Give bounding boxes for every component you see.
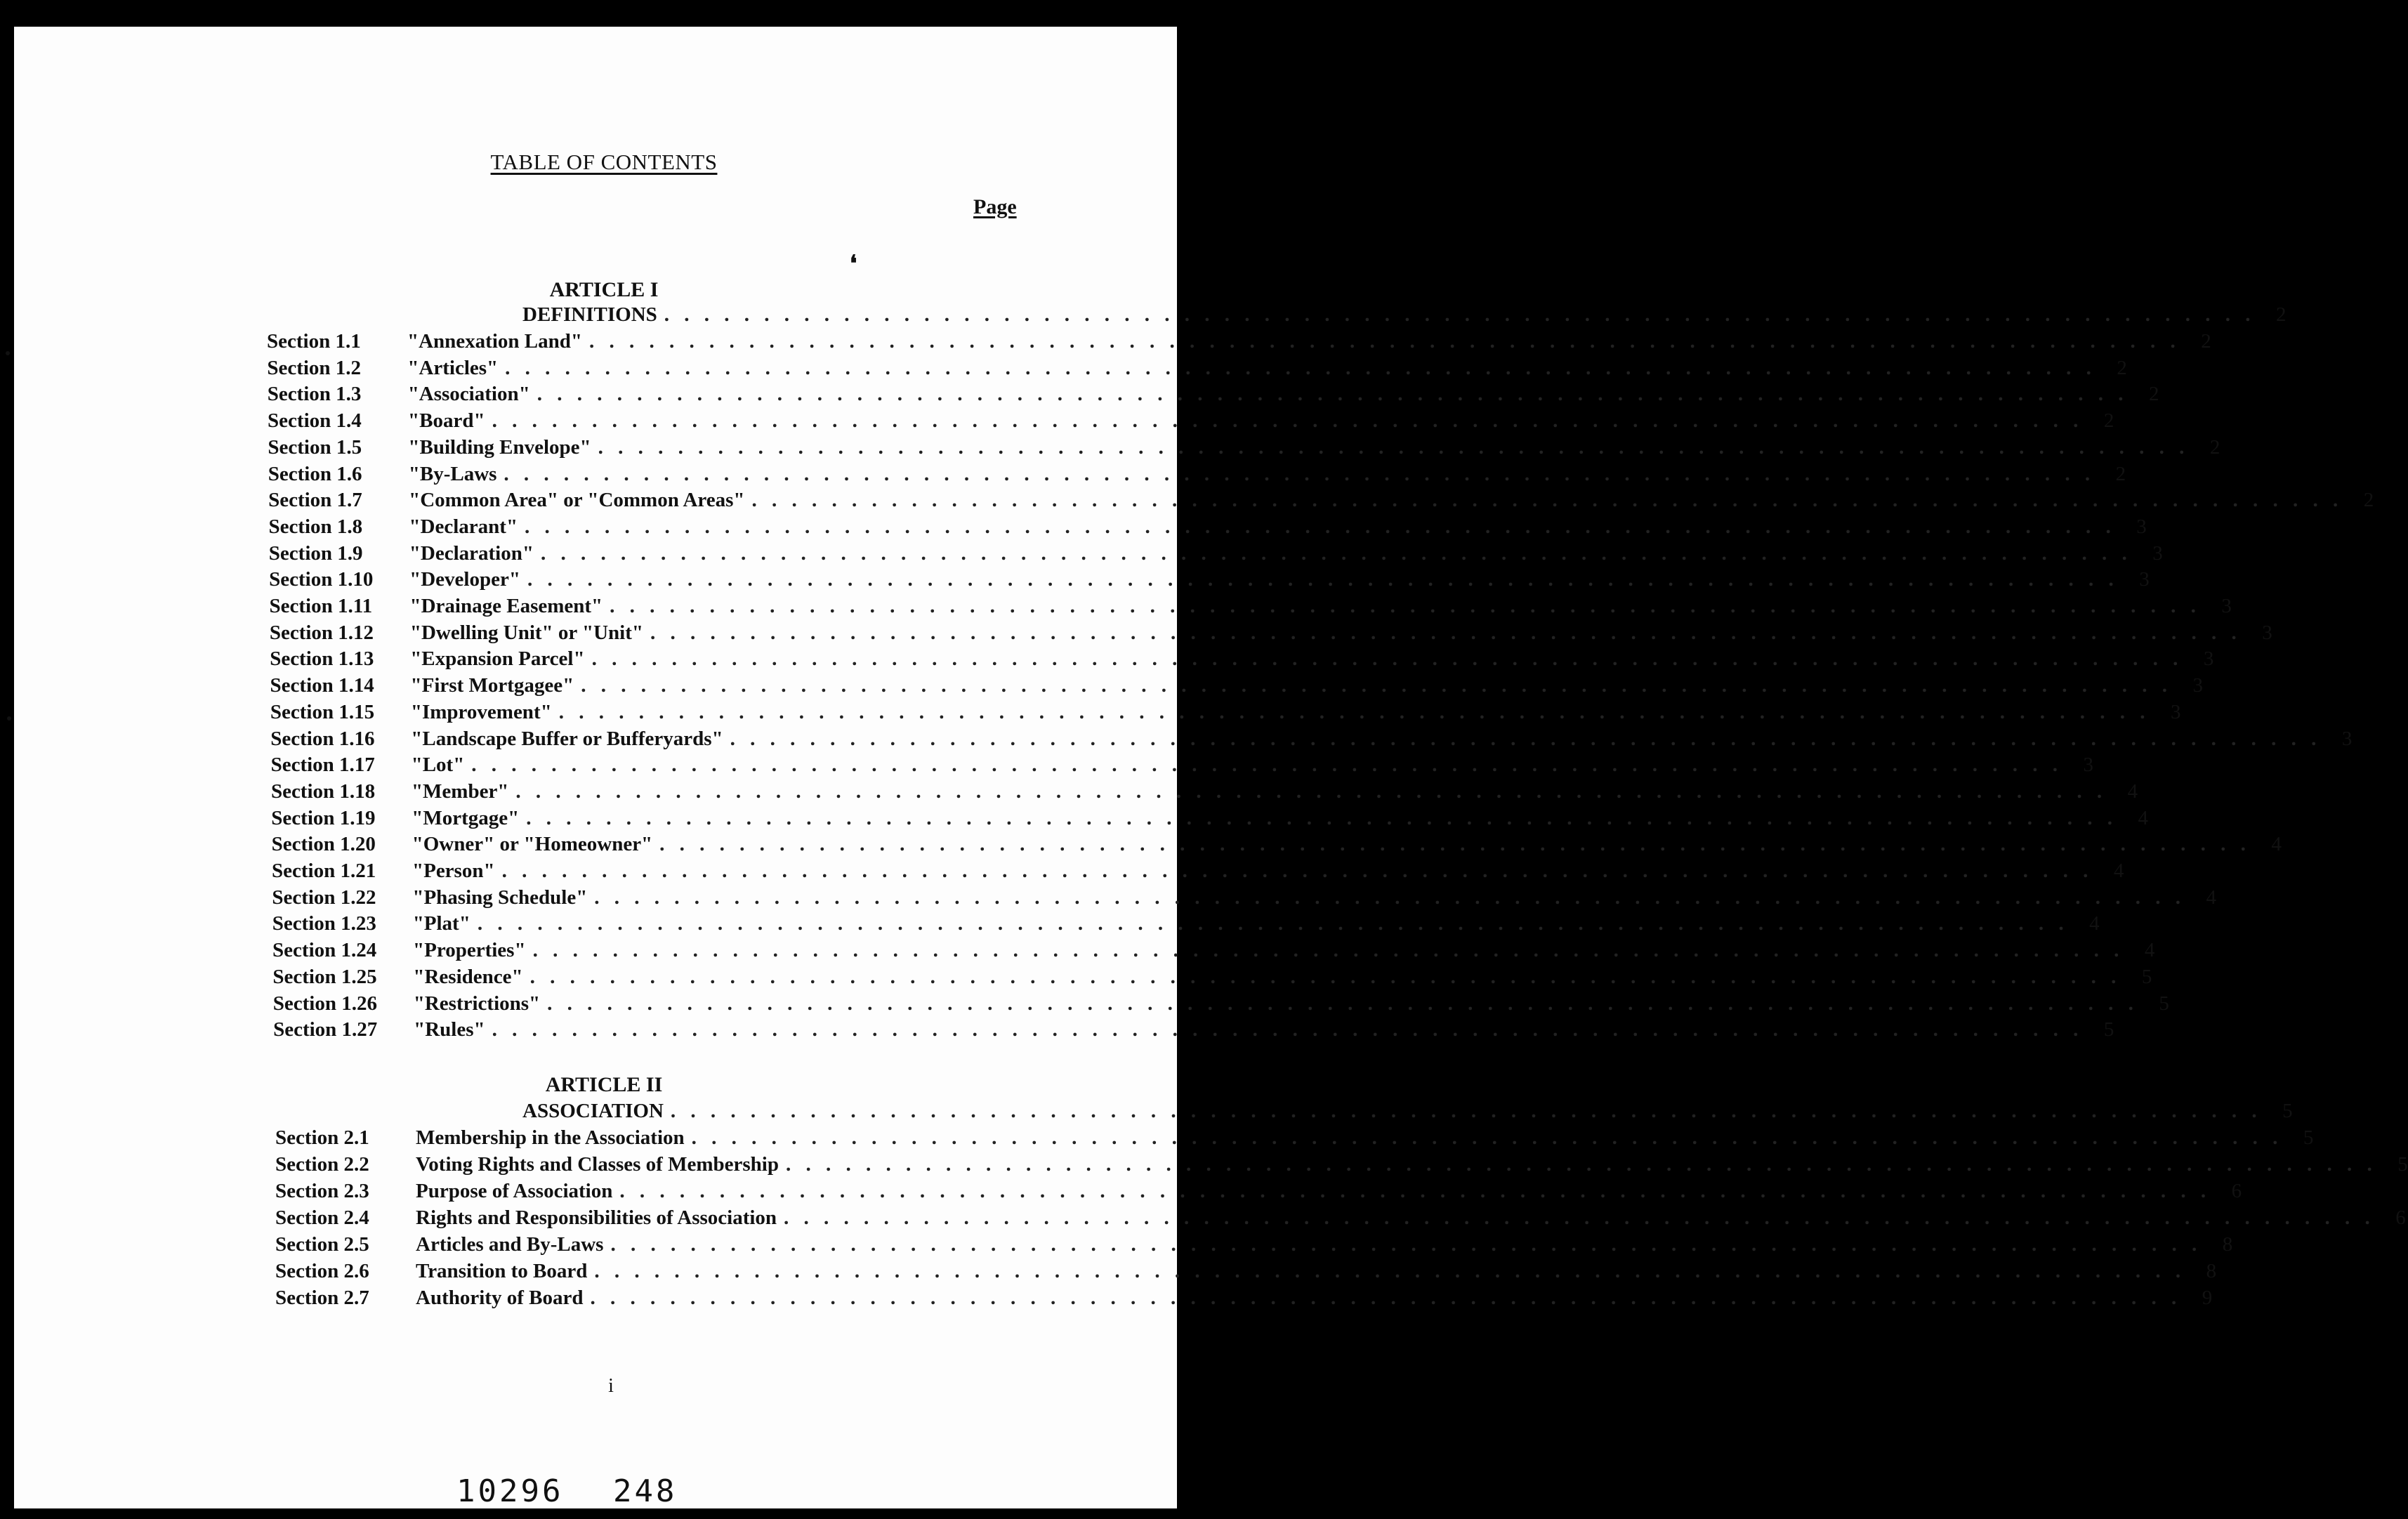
dot-leader: . . . . . . . . . . . . . . . . . . . . . . . . . . . . . . . . . . . . . . . . . . . . . . . . . . . . . . . . . . . . . . . . . . . . . . . . . . . . . . . . [540,542,2132,565]
section-number: Section 1.24 [272,939,377,961]
page-ref: 4 [2271,833,2282,855]
section-number: Section 1.21 [272,860,376,882]
section-number: Section 2.4 [275,1206,369,1229]
dot-leader: . . . . . . . . . . . . . . . . . . . . . . . . . . . . . . . . . . . . . . . . . . . . . . . . . . . . . . . . . . . . . . . . . . . . . . . . . . . . . . . . [477,912,2069,935]
section-number: Section 1.20 [271,833,376,855]
section-title: "Drainage Easement" [409,595,603,617]
toc-entry [275,1206,2406,1232]
section-number: Section 1.10 [269,568,374,591]
page-ref: 3 [2192,674,2203,697]
dot-leader: . . . . . . . . . . . . . . . . . . . . . . . . . . . . . . . . . . . . . . . . . . . . . . . . . . . . . . . . . . . . . . . . . . . . . . . . . . . . . . . . [619,1180,2211,1202]
section-number: Section 1.27 [273,1018,378,1041]
toc-entry [269,595,2232,620]
section-number: Section 1.7 [268,489,362,511]
toc-entry [271,833,2282,858]
page-ref: 6 [2395,1206,2406,1229]
section-title: Authority of Board [416,1287,584,1309]
section-title: "Restrictions" [413,992,541,1015]
section-number: Section 2.5 [275,1233,369,1256]
dot-leader: . . . . . . . . . . . . . . . . . . . . . . . . . . . . . . . . . . . . . . . . . . . . . . . . . . . . . . . . . . . . . . . . . . . . . . . . . . . . . . . . [664,303,2256,326]
page-ref: 4 [2144,939,2155,961]
toc-entry [275,1287,2213,1312]
dot-leader: . . . . . . . . . . . . . . . . . . . . . . . . . . . . . . . . . . . . . . . . . . . . . . . . . . . . . . . . . . . . . . . . . . . . . . . . . . . . . . . . [581,674,2172,697]
section-number: Section 2.3 [275,1180,369,1202]
section-number: Section 1.14 [270,674,374,697]
section-title: "Board" [408,409,485,432]
dot-leader: . . . . . . . . . . . . . . . . . . . . . . . . . . . . . . . . . . . . . . . . . . . . . . . . . . . . . . . . . . . . . . . . . . . . . . . . . . . . . . . . [492,409,2084,432]
page-ref: 5 [2103,1018,2114,1041]
toc-entry [269,568,2150,593]
section-number: Section 1.3 [267,383,362,405]
document-page [14,27,2408,1509]
page-ref: 2 [2115,463,2126,485]
page-ref: 2 [2103,409,2114,432]
dot-leader: . . . . . . . . . . . . . . . . . . . . . . . . . . . . . . . . . . . . . . . . . . . . . . . . . . . . . . . . . . . . . . . . . . . . . . . . . . . . . . . . [492,1018,2084,1041]
page-ref: 8 [2222,1233,2233,1256]
section-title: "Mortgage" [412,807,520,829]
section-number: Section 1.2 [267,357,362,379]
page-ref: 3 [2170,701,2181,723]
page-column-label: Page [973,195,1017,218]
page-ref: 5 [2141,966,2152,988]
dot-leader: . . . . . . . . . . . . . . . . . . . . . . . . . . . . . . . . . . . . . . . . . . . . . . . . . . . . . . . . . . . . . . . . . . . . . . . . . . . . . . . . [751,489,2343,511]
section-title: "Improvement" [410,701,552,723]
section-title: "Member" [411,780,509,803]
section-number: Section 1.11 [269,595,373,617]
dot-leader: . . . . . . . . . . . . . . . . . . . . . . . . . . . . . . . . . . . . . . . . . . . . . . . . . . . . . . . . . . . . . . . . . . . . . . . . . . . . . . . . [610,595,2201,617]
page-ref: 3 [2203,647,2214,670]
dot-leader: . . . . . . . . . . . . . . . . . . . . . . . . . . . . . . . . . . . . . . . . . . . . . . . . . . . . . . . . . . . . . . . . . . . . . . . . . . . . . . . . [691,1126,2283,1149]
page-ref: 4 [2113,860,2124,882]
dot-leader: . . . . . . . . . . . . . . . . . . . . . . . . . . . . . . . . . . . . . . . . . . . . . . . . . . . . . . . . . . . . . . . . . . . . . . . . . . . . . . . . [529,966,2121,988]
page-ref: 5 [2282,1100,2293,1122]
section-number: Section 1.13 [270,647,374,670]
article-number-label: ARTICLE I [549,278,659,301]
footer-page-number: i [608,1375,614,1397]
page-ref: 5 [2303,1126,2314,1149]
toc-entry [270,780,2138,805]
stray-ink-mark: ❛ [850,251,857,276]
section-number: Section 1.23 [272,912,376,935]
toc-entry [267,357,2127,382]
page-ref: 2 [2363,489,2374,511]
dot-leader: . . . . . . . . . . . . . . . . . . . . . . . . . . . . . . . . . . . . . . . . . . . . . . . . . . . . . . . . . . . . . . . . . . . . . . . . . . . . . . . . [730,728,2322,750]
section-title: "Annexation Land" [407,330,582,353]
section-number: Section 2.7 [275,1287,369,1309]
toc-entry [268,542,2163,567]
section-title: Voting Rights and Classes of Membership [416,1153,779,1176]
article-heading-row [522,1100,2293,1125]
scan-speck [6,351,10,355]
section-title: Membership in the Association [416,1126,685,1149]
dot-leader: . . . . . . . . . . . . . . . . . . . . . . . . . . . . . . . . . . . . . . . . . . . . . . . . . . . . . . . . . . . . . . . . . . . . . . . . . . . . . . . . [558,701,2150,723]
section-number: Section 1.15 [270,701,375,723]
toc-entry [272,912,2100,938]
section-title: "Owner" or "Homeowner" [412,833,653,855]
dot-leader: . . . . . . . . . . . . . . . . . . . . . . . . . . . . . . . . . . . . . . . . . . . . . . . . . . . . . . . . . . . . . . . . . . . . . . . . . . . . . . . . [650,622,2242,644]
section-number: Section 1.26 [272,992,377,1015]
page-ref: 4 [2206,886,2217,909]
section-title: "Declaration" [409,542,534,565]
section-number: Section 1.19 [271,807,376,829]
section-number: Section 1.25 [272,966,377,988]
page-ref: 3 [2341,728,2353,750]
dot-leader: . . . . . . . . . . . . . . . . . . . . . . . . . . . . . . . . . . . . . . . . . . . . . . . . . . . . . . . . . . . . . . . . . . . . . . . . . . . . . . . . [588,330,2180,353]
toc-entry [270,647,2214,673]
dot-leader: . . . . . . . . . . . . . . . . . . . . . . . . . . . . . . . . . . . . . . . . . . . . . . . . . . . . . . . . . . . . . . . . . . . . . . . . . . . . . . . . [659,833,2251,855]
stamp-number-2: 248 [612,1473,678,1509]
toc-entry [271,807,2149,832]
page-ref: 5 [2397,1153,2408,1176]
section-title: "Residence" [413,966,523,988]
section-title: "Dwelling Unit" or "Unit" [409,622,643,644]
toc-entry [275,1180,2242,1205]
toc-entry [270,754,2094,779]
page-ref: 4 [2089,912,2100,935]
page-ref: 9 [2202,1287,2213,1309]
page-ref: 4 [2127,780,2138,803]
page-title: TABLE OF CONTENTS [490,150,718,174]
article-heading-row [522,303,2287,329]
dot-leader: . . . . . . . . . . . . . . . . . . . . . . . . . . . . . . . . . . . . . . . . . . . . . . . . . . . . . . . . . . . . . . . . . . . . . . . . . . . . . . . . [594,886,2186,909]
section-title: "Building Envelope" [408,436,591,459]
article-heading: ASSOCIATION [522,1100,664,1122]
section-number: Section 1.17 [270,754,375,776]
section-number: Section 2.1 [275,1126,369,1149]
dot-leader: . . . . . . . . . . . . . . . . . . . . . . . . . . . . . . . . . . . . . . . . . . . . . . . . . . . . . . . . . . . . . . . . . . . . . . . . . . . . . . . . [537,383,2129,405]
dot-leader: . . . . . . . . . . . . . . . . . . . . . . . . . . . . . . . . . . . . . . . . . . . . . . . . . . . . . . . . . . . . . . . . . . . . . . . . . . . . . . . . [784,1206,2375,1229]
section-title: "Lot" [411,754,465,776]
section-number: Section 1.18 [270,780,376,803]
toc-entry [268,489,2374,514]
page-ref: 2 [2209,436,2221,459]
page-ref: 4 [2138,807,2149,829]
dot-leader: . . . . . . . . . . . . . . . . . . . . . . . . . . . . . . . . . . . . . . . . . . . . . . . . . . . . . . . . . . . . . . . . . . . . . . . . . . . . . . . . [505,357,2096,379]
toc-entry [272,939,2155,964]
toc-entry [268,436,2221,461]
dot-leader: . . . . . . . . . . . . . . . . . . . . . . . . . . . . . . . . . . . . . . . . . . . . . . . . . . . . . . . . . . . . . . . . . . . . . . . . . . . . . . . . [525,515,2116,538]
article-heading: DEFINITIONS [522,303,657,326]
section-title: "Phasing Schedule" [412,886,588,909]
toc-entry [267,383,2159,408]
section-title: "Articles" [407,357,499,379]
section-title: "Developer" [409,568,520,591]
dot-leader: . . . . . . . . . . . . . . . . . . . . . . . . . . . . . . . . . . . . . . . . . . . . . . . . . . . . . . . . . . . . . . . . . . . . . . . . . . . . . . . . [526,807,2118,829]
stamp-number-1: 10296 [456,1473,564,1509]
toc-entry [272,886,2217,912]
toc-entry [272,966,2152,991]
toc-entry [272,992,2169,1018]
section-title: "Landscape Buffer or Bufferyards" [411,728,723,750]
section-number: Section 1.22 [272,886,376,909]
section-title: "Plat" [412,912,471,935]
page-ref: 6 [2231,1180,2242,1202]
toc-entry [268,409,2114,435]
section-title: "Expansion Parcel" [410,647,585,670]
toc-entry [267,330,2211,355]
section-number: Section 1.12 [269,622,374,644]
toc-entry [268,515,2147,541]
section-number: Section 1.8 [268,515,363,538]
dot-leader: . . . . . . . . . . . . . . . . . . . . . . . . . . . . . . . . . . . . . . . . . . . . . . . . . . . . . . . . . . . . . . . . . . . . . . . . . . . . . . . . [471,754,2063,776]
article-number-label: ARTICLE II [545,1073,663,1096]
section-number: Section 1.5 [268,436,362,459]
toc-entry [270,701,2181,726]
dot-leader: . . . . . . . . . . . . . . . . . . . . . . . . . . . . . . . . . . . . . . . . . . . . . . . . . . . . . . . . . . . . . . . . . . . . . . . . . . . . . . . . [504,463,2096,485]
section-number: Section 2.6 [275,1260,369,1282]
dot-leader: . . . . . . . . . . . . . . . . . . . . . . . . . . . . . . . . . . . . . . . . . . . . . . . . . . . . . . . . . . . . . . . . . . . . . . . . . . . . . . . . [590,1287,2182,1309]
page-ref: 3 [2139,568,2150,591]
section-title: "Declarant" [409,515,518,538]
section-title: "Association" [407,383,530,405]
page-ref: 2 [2117,357,2127,379]
toc-entry [275,1260,2217,1285]
section-title: Purpose of Association [416,1180,613,1202]
section-title: "Person" [412,860,495,882]
section-number: Section 2.2 [275,1153,369,1176]
section-title: "Rules" [414,1018,485,1041]
section-title: "Common Area" or "Common Areas" [409,489,745,511]
page-ref: 3 [2152,542,2163,565]
dot-leader: . . . . . . . . . . . . . . . . . . . . . . . . . . . . . . . . . . . . . . . . . . . . . . . . . . . . . . . . . . . . . . . . . . . . . . . . . . . . . . . . [610,1233,2202,1256]
toc-entry [268,463,2126,488]
toc-entry [275,1153,2408,1178]
page-ref: 3 [2262,622,2272,644]
page-ref: 2 [2148,383,2159,405]
dot-leader: . . . . . . . . . . . . . . . . . . . . . . . . . . . . . . . . . . . . . . . . . . . . . . . . . . . . . . . . . . . . . . . . . . . . . . . . . . . . . . . . [532,939,2124,961]
page-ref: 8 [2206,1260,2217,1282]
dot-leader: . . . . . . . . . . . . . . . . . . . . . . . . . . . . . . . . . . . . . . . . . . . . . . . . . . . . . . . . . . . . . . . . . . . . . . . . . . . . . . . . [591,647,2183,670]
dot-leader: . . . . . . . . . . . . . . . . . . . . . . . . . . . . . . . . . . . . . . . . . . . . . . . . . . . . . . . . . . . . . . . . . . . . . . . . . . . . . . . . [515,780,2107,803]
dot-leader: . . . . . . . . . . . . . . . . . . . . . . . . . . . . . . . . . . . . . . . . . . . . . . . . . . . . . . . . . . . . . . . . . . . . . . . . . . . . . . . . [501,860,2093,882]
toc-entry [275,1126,2314,1152]
section-title: "By-Laws [408,463,497,485]
section-number: Section 1.6 [268,463,362,485]
section-title: Transition to Board [416,1260,588,1282]
toc-entry [272,860,2124,885]
page-ref: 2 [2201,330,2211,353]
page-ref: 3 [2136,515,2147,538]
dot-leader: . . . . . . . . . . . . . . . . . . . . . . . . . . . . . . . . . . . . . . . . . . . . . . . . . . . . . . . . . . . . . . . . . . . . . . . . . . . . . . . . [594,1260,2186,1282]
page-ref: 3 [2083,754,2094,776]
section-number: Section 1.1 [267,330,361,353]
section-title: Articles and By-Laws [416,1233,604,1256]
toc-entry [270,728,2353,753]
section-number: Section 1.4 [268,409,362,432]
dot-leader: . . . . . . . . . . . . . . . . . . . . . . . . . . . . . . . . . . . . . . . . . . . . . . . . . . . . . . . . . . . . . . . . . . . . . . . . . . . . . . . . [547,992,2138,1015]
page-ref: 2 [2276,303,2287,326]
dot-leader: . . . . . . . . . . . . . . . . . . . . . . . . . . . . . . . . . . . . . . . . . . . . . . . . . . . . . . . . . . . . . . . . . . . . . . . . . . . . . . . . [598,436,2190,459]
toc-entry [273,1018,2114,1044]
section-title: "Properties" [413,939,526,961]
toc-entry [269,622,2272,647]
dot-leader: . . . . . . . . . . . . . . . . . . . . . . . . . . . . . . . . . . . . . . . . . . . . . . . . . . . . . . . . . . . . . . . . . . . . . . . . . . . . . . . . [785,1153,2377,1176]
section-title: Rights and Responsibilities of Association [416,1206,777,1229]
section-number: Section 1.16 [270,728,375,750]
page-ref: 3 [2221,595,2232,617]
dot-leader: . . . . . . . . . . . . . . . . . . . . . . . . . . . . . . . . . . . . . . . . . . . . . . . . . . . . . . . . . . . . . . . . . . . . . . . . . . . . . . . . [670,1100,2262,1122]
document-stamp [456,1473,677,1509]
scan-speck [7,716,11,721]
toc-entry [270,674,2203,699]
dot-leader: . . . . . . . . . . . . . . . . . . . . . . . . . . . . . . . . . . . . . . . . . . . . . . . . . . . . . . . . . . . . . . . . . . . . . . . . . . . . . . . . [527,568,2119,591]
section-title: "First Mortgagee" [410,674,574,697]
page-ref: 5 [2159,992,2169,1015]
toc-entry [275,1233,2233,1258]
section-number: Section 1.9 [268,542,363,565]
